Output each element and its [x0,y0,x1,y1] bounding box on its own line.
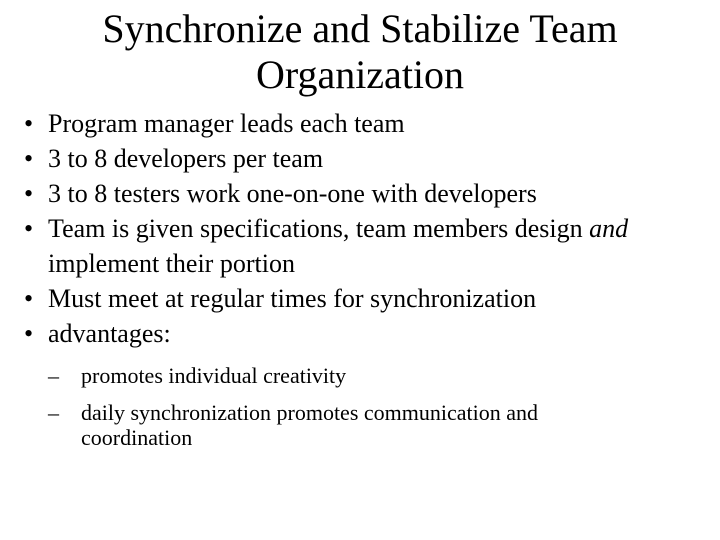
bullet-item [24,281,704,316]
bullet-dot-icon: • [24,319,34,348]
sub-bullet-list [48,357,704,451]
bullet-text: Program manager leads each team [48,109,405,138]
bullet-text: Must meet at regular times for synchronization [48,284,537,313]
title-line-2: Organization [255,52,465,97]
sub-bullet-text: daily synchronization promotes communication and [81,400,539,425]
dash-icon: – [48,363,59,388]
bullet-item [24,316,704,451]
bullet-text-part: Team is given specifications, team members design [48,214,590,243]
bullet-dot-icon: • [24,284,34,313]
bullet-text-part: implement their portion [48,249,295,278]
sub-bullet-text: promotes individual creativity [81,363,347,388]
sub-bullet-item [48,357,704,394]
bullet-item [24,211,704,281]
bullet-item [24,106,704,141]
bullet-dot-icon: • [24,214,34,243]
bullet-text: advantages: [48,319,171,348]
sub-bullet-item [48,394,704,451]
bullet-text-emphasis: and [589,214,629,243]
bullet-item [24,141,704,176]
slide-title [20,6,700,98]
bullet-text: 3 to 8 developers per team [48,144,324,173]
sub-bullet-text-continuation: coordination [81,425,193,450]
dash-icon: – [48,400,59,425]
bullet-dot-icon: • [24,144,34,173]
bullet-dot-icon: • [24,109,34,138]
bullet-text: 3 to 8 testers work one-on-one with developers [48,179,537,208]
bullet-item [24,176,704,211]
title-line-1: Synchronize and Stabilize Team [102,6,618,51]
bullet-dot-icon: • [24,179,34,208]
bullet-list [24,106,704,451]
